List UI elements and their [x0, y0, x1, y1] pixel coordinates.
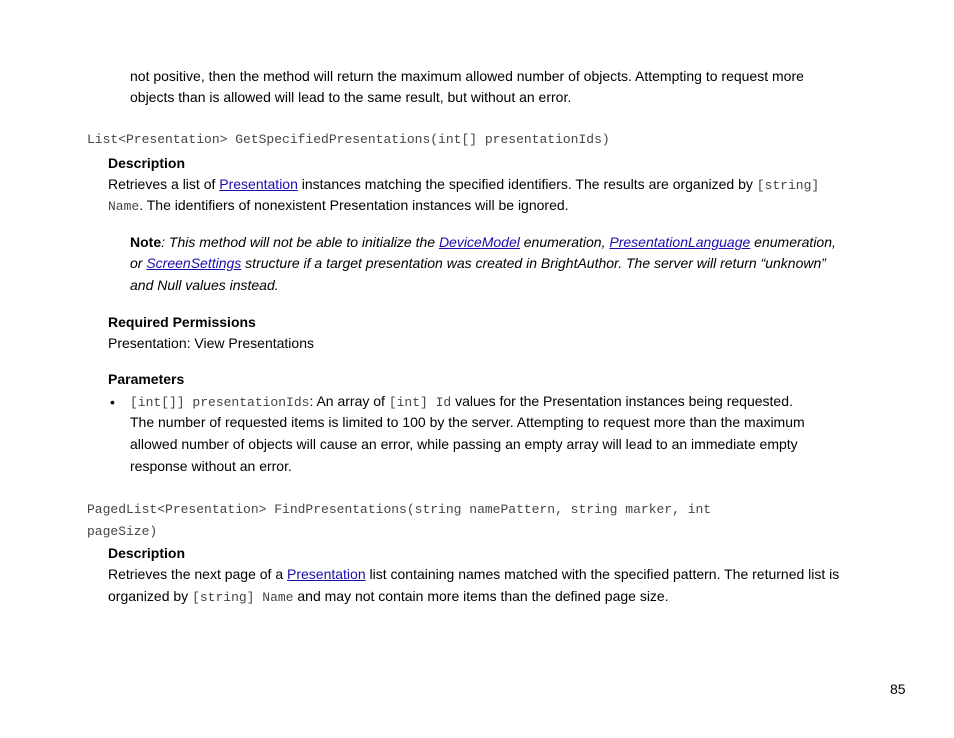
param-line-3: allowed number of objects will cause an error, while passing an empty array will lead to an immediate empty	[130, 436, 798, 452]
parameters-heading: Parameters	[108, 371, 185, 387]
description-line-1	[108, 564, 839, 585]
description-heading: Description	[108, 545, 186, 561]
param-line-2: The number of requested items is limited to 100 by the server. Attempting to request more than the maximum	[130, 414, 805, 430]
method-signature-get-specified-presentations: List<Presentation> GetSpecifiedPresentations(int[] presentationIds)	[87, 132, 610, 147]
description-text: . The identifiers of nonexistent Presentation instances will be ignored.	[139, 197, 569, 213]
description-text: organized by	[108, 588, 193, 604]
permissions-text: Presentation: View Presentations	[108, 335, 314, 351]
description-text: Retrieves the next page of a	[108, 566, 287, 582]
note-text: : This method will not be able to initialize the	[161, 234, 439, 250]
param-line-4: response without an error.	[130, 458, 292, 474]
bullet-icon: •	[110, 394, 115, 410]
note-line-3: and Null values instead.	[130, 277, 279, 293]
intro-line-2: objects than is allowed will lead to the same result, but without an error.	[130, 89, 572, 105]
description-text: Retrieves a list of	[108, 176, 220, 192]
description-line-1	[108, 174, 819, 196]
description-heading: Description	[108, 155, 186, 171]
code-int-id: [int] Id	[388, 395, 452, 410]
method-signature-find-presentations-line-2: pageSize)	[87, 524, 158, 539]
param-line-1	[130, 391, 793, 413]
code-presentation-ids: [int[]] presentationIds	[130, 395, 310, 410]
presentation-link[interactable]: Presentation	[219, 176, 298, 192]
screen-settings-link[interactable]: ScreenSettings	[146, 255, 242, 271]
method-signature-find-presentations-line-1: PagedList<Presentation> FindPresentations(string namePattern, string marker, int	[87, 502, 712, 517]
description-line-2	[108, 586, 669, 608]
presentation-language-link[interactable]: PresentationLanguage	[609, 234, 751, 250]
param-text: values for the Presentation instances being requested.	[451, 393, 793, 409]
intro-line-1: not positive, then the method will return the maximum allowed number of objects. Attempting to request more	[130, 68, 804, 84]
code-string-type: [string]	[756, 178, 820, 193]
permissions-heading: Required Permissions	[108, 314, 256, 330]
description-text: and may not contain more items than the defined page size.	[293, 588, 669, 604]
note-line-1	[130, 232, 836, 253]
code-string-name: [string] Name	[192, 590, 294, 605]
note-text: enumeration,	[750, 234, 836, 250]
description-text: instances matching the specified identifiers. The results are organized by	[297, 176, 757, 192]
note-text: enumeration,	[519, 234, 610, 250]
description-line-2	[108, 195, 569, 217]
presentation-link[interactable]: Presentation	[287, 566, 366, 582]
note-line-2	[130, 253, 826, 274]
description-text: list containing names matched with the specified pattern. The returned list is	[365, 566, 840, 582]
code-name: Name	[108, 199, 140, 214]
device-model-link[interactable]: DeviceModel	[438, 234, 520, 250]
note-text: structure if a target presentation was created in BrightAuthor. The server will return “unknown”	[241, 255, 826, 271]
note-text: or	[130, 255, 147, 271]
page-number: 85	[890, 681, 906, 697]
param-text: : An array of	[309, 393, 389, 409]
note-label: Note	[130, 234, 162, 250]
